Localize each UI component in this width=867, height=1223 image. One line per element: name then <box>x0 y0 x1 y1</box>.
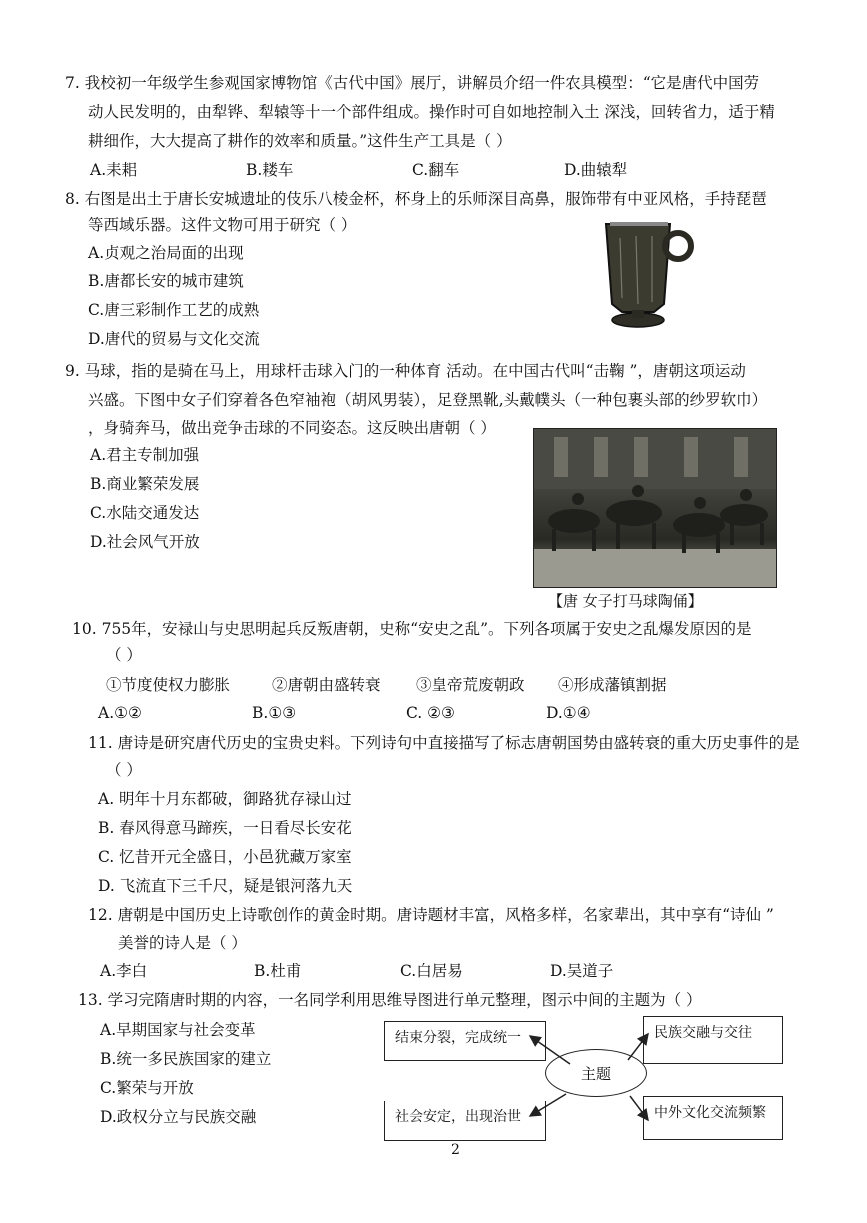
q9-option-b[interactable]: B.商业繁荣发展 <box>90 475 200 493</box>
q11-option-b[interactable]: B. 春风得意马蹄疾，一日看尽长安花 <box>98 819 352 837</box>
q13-line-1: 13. 学习完隋唐时期的内容，一名同学利用思维导图进行单元整理，图示中间的主题为（ ） <box>78 991 702 1009</box>
q10-item-2: ②唐朝由盛转衰 <box>272 676 381 694</box>
q9-line-1: 9. 马球，指的是骑在马上，用球杆击球入门的一种体育 活动。在中国古代叫“击鞠 ”，唐朝这项运动 <box>65 362 746 380</box>
q7-options <box>90 159 627 181</box>
q10-option-b[interactable]: B.①③ <box>252 704 297 722</box>
q12-option-b[interactable]: B.杜甫 <box>254 962 302 980</box>
q7-line-3: 耕细作，大大提高了耕作的效率和质量。”这件生产工具是（ ） <box>88 132 512 150</box>
q10-item-3: ③皇帝荒废朝政 <box>416 676 525 694</box>
q10-options <box>98 702 591 724</box>
q13-option-c[interactable]: C.繁荣与开放 <box>100 1079 194 1097</box>
q9-option-c[interactable]: C.水陆交通发达 <box>90 504 200 522</box>
q7-option-b[interactable]: B.耧车 <box>246 161 294 179</box>
q8-option-a[interactable]: A.贞观之治局面的出现 <box>88 244 244 262</box>
q7-option-c[interactable]: C.翻车 <box>412 161 460 179</box>
q13-option-b[interactable]: B.统一多民族国家的建立 <box>100 1050 272 1068</box>
mindmap-box-bottom-left: 社会安定，出现治世 <box>384 1101 546 1141</box>
polo-photo-caption: 【唐 女子打马球陶俑】 <box>548 592 703 610</box>
q9-line-2: 兴盛。下图中女子们穿着各色窄袖袍（胡风男装），足登黑靴,头戴幞头（一种包裹头部的纱罗软巾） <box>88 391 768 409</box>
q10-item-4: ④形成藩镇割据 <box>558 676 667 694</box>
q13-option-a[interactable]: A.早期国家与社会变革 <box>100 1021 256 1039</box>
q7-line-1: 7. 我校初一年级学生参观国家博物馆《古代中国》展厅，讲解员介绍一件农具模型：“它是唐代中国劳 <box>65 74 760 92</box>
polo-figurines-photo <box>533 428 777 588</box>
q10-item-1: ①节度使权力膨胀 <box>106 676 231 694</box>
q7-option-a[interactable]: A.耒耜 <box>90 161 138 179</box>
q10-line-1: 10. 755年，安禄山与史思明起兵反叛唐朝，史称“安史之乱”。下列各项属于安史之乱爆发原因的是 <box>72 620 752 638</box>
q8-option-c[interactable]: C.唐三彩制作工艺的成熟 <box>88 301 260 319</box>
mindmap-box-bottom-right: 中外文化交流频繁 <box>643 1096 783 1140</box>
q8-line-2: 等西域乐器。这件文物可用于研究（ ） <box>88 216 357 234</box>
mindmap-box-top-left: 结束分裂，完成统一 <box>384 1021 546 1061</box>
q7-option-d[interactable]: D.曲辕犁 <box>564 161 628 179</box>
q10-option-c[interactable]: C. ②③ <box>406 704 455 722</box>
q11-option-a[interactable]: A. 明年十月东都破，御路犹存禄山过 <box>98 790 352 808</box>
page-number: 2 <box>451 1142 460 1158</box>
q11-line-1: 11. 唐诗是研究唐代历史的宝贵史料。下列诗句中直接描写了标志唐朝国势由盛转衰的重大历史事件的是 <box>88 734 800 752</box>
q12-options <box>100 960 613 982</box>
q11-option-d[interactable]: D. 飞流直下三千尺，疑是银河落九天 <box>98 877 353 895</box>
q11-option-c[interactable]: C. 忆昔开元全盛日，小邑犹藏万家室 <box>98 848 352 866</box>
q8-line-1: 8. 右图是出土于唐长安城遗址的伎乐八棱金杯，杯身上的乐师深目高鼻，服饰带有中亚风格，手持琵琶 <box>65 190 767 208</box>
gold-cup-photo <box>598 218 698 330</box>
q8-option-b[interactable]: B.唐都长安的城市建筑 <box>88 272 244 290</box>
q10-line-2: （ ） <box>106 646 142 664</box>
q11-line-2: （ ） <box>106 761 142 779</box>
q9-line-3: ，身骑奔马，做出竞争击球的不同姿态。这反映出唐朝（ ） <box>88 419 496 437</box>
q12-option-a[interactable]: A.李白 <box>100 962 148 980</box>
q10-option-d[interactable]: D.①④ <box>546 704 591 722</box>
q7-line-2: 动人民发明的，由犁铧、犁辕等十一个部件组成。操作时可自如地控制入土 深浅，回转省力，适于精 <box>88 103 775 121</box>
mindmap-box-top-right: 民族交融与交往 <box>643 1016 783 1064</box>
q10-option-a[interactable]: A.①② <box>98 704 142 722</box>
q8-option-d[interactable]: D.唐代的贸易与文化交流 <box>88 330 260 348</box>
q12-option-c[interactable]: C.白居易 <box>400 962 463 980</box>
q10-items <box>106 674 667 696</box>
q9-option-a[interactable]: A.君主专制加强 <box>90 446 200 464</box>
q12-line-2: 美誉的诗人是（ ） <box>118 934 247 952</box>
q12-line-1: 12. 唐朝是中国历史上诗歌创作的黄金时期。唐诗题材丰富，风格多样，名家辈出，其中享有“诗仙 ” <box>88 906 774 924</box>
q13-option-d[interactable]: D.政权分立与民族交融 <box>100 1108 257 1126</box>
q12-option-d[interactable]: D.吴道子 <box>550 962 614 980</box>
q9-option-d[interactable]: D.社会风气开放 <box>90 533 200 551</box>
mindmap-center: 主题 <box>545 1049 647 1097</box>
